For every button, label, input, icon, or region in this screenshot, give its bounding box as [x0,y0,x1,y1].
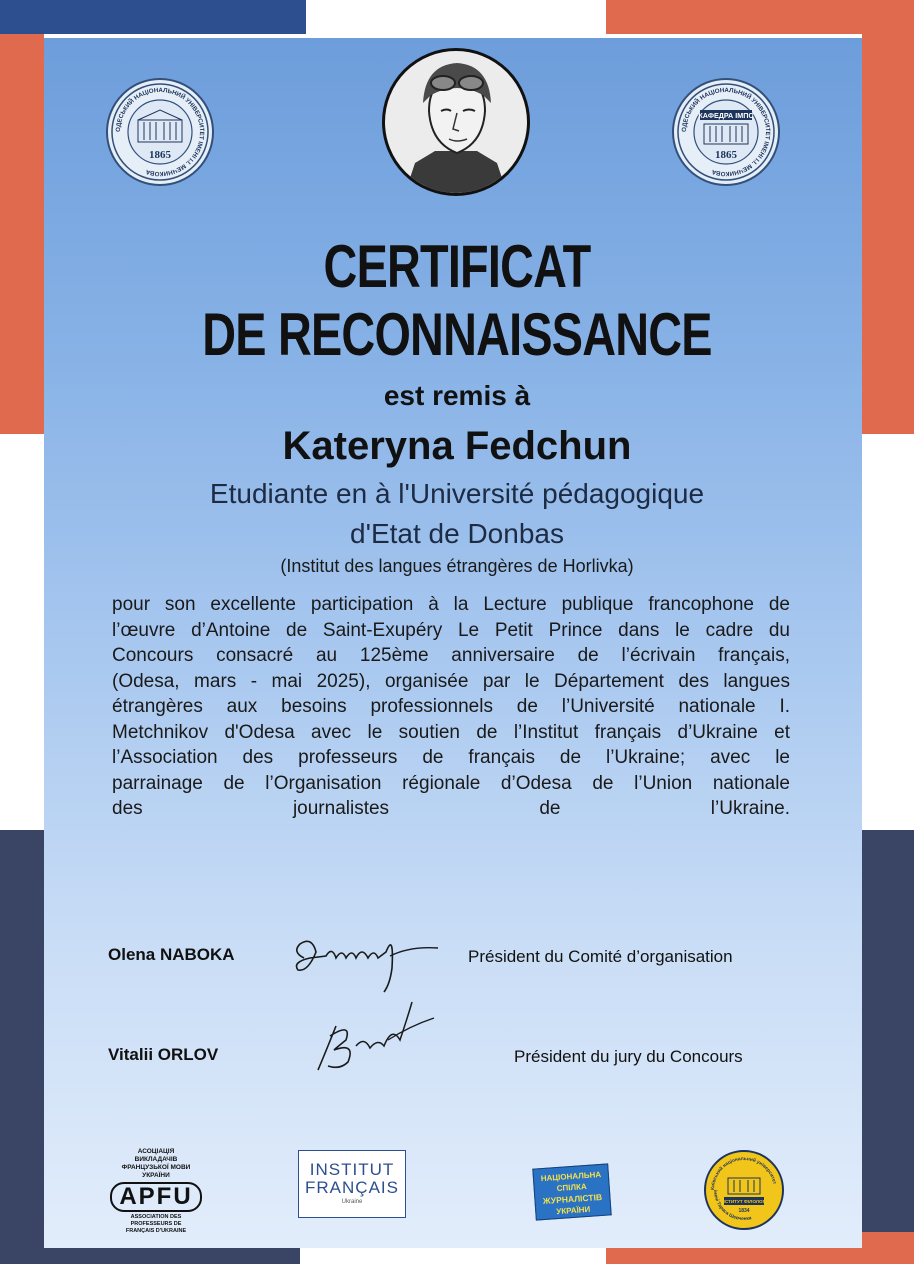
philology-logo-banner: ІНСТИТУТ ФІЛОЛОГІЇ [720,1199,768,1204]
institut-francais-line1: INSTITUT [309,1160,395,1179]
apfu-logo-top-text: АСОЦІАЦІЯ ВИКЛАДАЧІВ ФРАНЦУЗЬКОЇ МОВИ УКРАЇНИ [121,1148,191,1179]
stripe-top-right-red [606,0,914,34]
signatory-role-2: Président du jury du Concours [514,1047,743,1066]
stripe-left-navy [0,830,44,1240]
citation-line: (Odesa, mars - mai 2025), organisée par le Département des langues [112,670,790,692]
apfu-logo [104,1148,208,1234]
journalists-union-logo [532,1163,611,1220]
citation-line: l’Association des professeurs de français de l’Ukraine; avec le [112,747,790,768]
seal-left-ring-text: ОДЕСЬКИЙ НАЦІОНАЛЬНИЙ УНІВЕРСИТЕТ ІМЕНІ І.І. МЕЧНИКОВА [114,86,206,178]
journalists-logo-line1: НАЦІОНАЛЬНА СПІЛКА [540,1169,602,1194]
signature-1 [286,922,446,1002]
awarded-to-label: est remis à [383,380,531,411]
certificate-title-line2: DE RECONNAISSANCE [202,301,712,368]
seal-right-banner: КАФЕДРА ІМПС [698,111,754,120]
philology-logo-top: Київський національний університет [710,1156,777,1191]
citation-paragraph [112,592,790,822]
signatory-role-1: Président du Comité d’organisation [468,947,733,966]
citation-line: l’œuvre d’Antoine de Saint-Exupéry Le Petit Prince dans le cadre du [112,619,790,641]
recipient-name: Kateryna Fedchun [282,424,632,468]
citation-line: des journalistes de l’Ukraine. [112,798,790,819]
citation-line: parrainage de l’Organisation régionale d’Odesa de l’Union nationale [112,772,790,794]
stripe-right-navy [862,830,914,1240]
stripe-right-red [862,34,914,434]
affiliation-line2: d'Etat de Donbas [350,518,564,549]
certificate-title-line1: CERTIFICAT [323,233,591,300]
university-seal-left [106,78,214,186]
svg-text:імені Тараса Шевченка [712,1190,752,1222]
svg-text:Київський національний універс [710,1156,777,1190]
stripe-left-red [0,34,44,434]
citation-line: Concours consacré au 125ème anniversaire de l’écrivain français, [112,645,790,666]
signatory-name-2: Vitalii ORLOV [108,1045,219,1064]
department-seal-right [672,78,780,186]
institut-francais-line2: FRANÇAIS [305,1178,399,1197]
affiliation-line1: Etudiante en à l'Université pédagogique [209,478,705,509]
signatory-name-1: Olena NABOKA [108,945,235,964]
institut-francais-sub: Ukraine [341,1199,363,1205]
institute-philology-logo [704,1150,784,1230]
citation-line: Metchnikov d'Odesa avec le soutien de l’Institut français d’Ukraine et [112,721,790,743]
citation-line: étrangères aux besoins professionnels de l’Université nationale I. [112,696,790,717]
saint-exupery-portrait [382,48,530,196]
seal-right-ring-text: ОДЕСЬКИЙ НАЦІОНАЛЬНИЙ УНІВЕРСИТЕТ ІМЕНІ І.І. МЕЧНИКОВА [680,86,772,178]
signature-2 [300,996,450,1082]
stripe-top-left-blue [0,0,306,34]
institut-francais-logo [298,1150,406,1218]
seal-right-year: 1865 [715,149,737,161]
apfu-logo-mark: APFU [110,1182,202,1212]
philology-logo-bottom: імені Тараса Шевченка [711,1189,753,1223]
affiliation-note: (Institut des langues étrangères de Horlivka) [280,556,634,576]
seal-left-year: 1865 [149,149,171,161]
journalists-logo-line2: ЖУРНАЛІСТІВ [542,1191,603,1207]
philology-logo-year: 1834 [738,1208,750,1214]
journalists-logo-line3: УКРАЇНИ [556,1204,591,1217]
apfu-logo-bottom-text: ASSOCIATION DES PROFESSEURS DE FRANÇAIS D'UKRAINE [125,1214,187,1234]
citation-line: pour son excellente participation à la Lecture publique francophone de [112,594,790,615]
